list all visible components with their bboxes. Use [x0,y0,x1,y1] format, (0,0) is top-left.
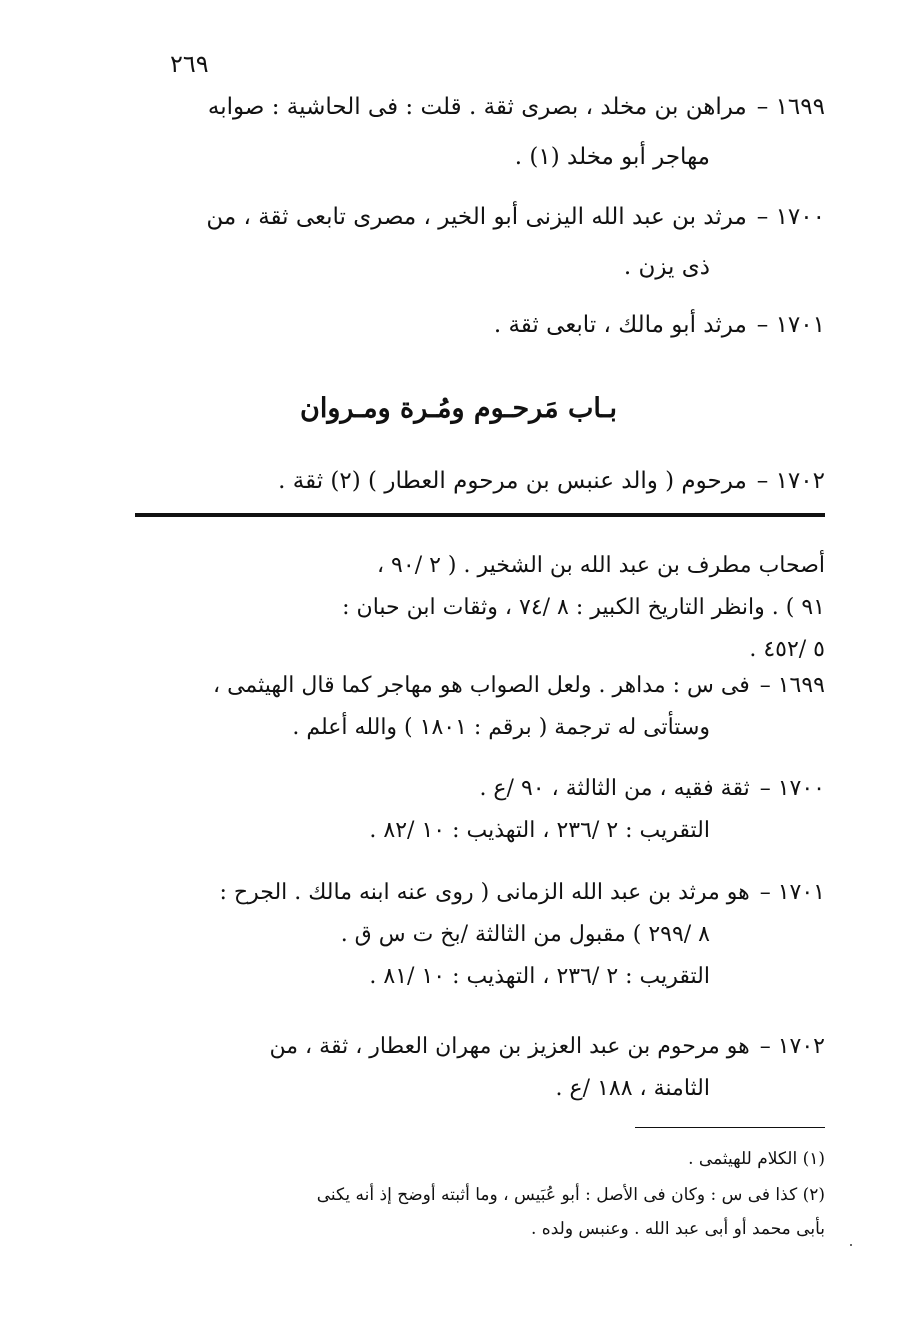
entry-text-cont: ذى يزن . [623,254,710,280]
chapter-heading: بـاب مَرحـوم ومُـرة ومـروان [299,393,618,424]
note-line: ٩١ ) . وانظر التاريخ الكبير : ٨ /٧٤ ، وثقات ابن حبان : [342,595,825,620]
note-text-cont: التقريب : ٢ /٢٣٦ ، التهذيب : ١٠ /٨١ . [369,964,710,989]
note-text-cont: الثامنة ، ١٨٨ /ع . [555,1076,710,1101]
note-number: ١٦٩٩ – [759,673,825,698]
note-number: ١٧٠٢ – [759,1034,825,1059]
note-carryover [135,545,825,671]
entry-text: مرحوم ( والد عنبس بن مرحوم العطار ) (٢) ثقة . [278,468,747,494]
entry-1701 [135,300,825,350]
note-1702 [135,1026,825,1110]
note-text-cont: التقريب : ٢ /٢٣٦ ، التهذيب : ١٠ /٨٢ . [369,818,710,843]
note-text: هو مرحوم بن عبد العزيز بن مهران العطار ، ثقة ، من [269,1034,750,1059]
footnote-line: (٢) كذا فى س : وكان فى الأصل : أبو عُبَيس ، وما أثبته أوضح إذ أنه يكنى [316,1185,825,1205]
note-line: أصحاب مطرف بن عبد الله بن الشخير . ( ٢ /٩٠ ، [376,553,825,578]
note-1701 [135,872,825,998]
note-number: ١٧٠١ – [759,880,825,905]
entry-number: ١٦٩٩ – [756,94,825,120]
entry-number: ١٧٠٠ – [756,204,825,230]
footnote-line: بأبى محمد أو أبى عبد الله . وعنبس ولده . [531,1219,825,1239]
entry-text: مراهن بن مخلد ، بصرى ثقة . قلت : فى الحاشية : صوابه [207,94,747,120]
note-text-cont: ٨ /٢٩٩ ) مقبول من الثالثة /بخ ت س ق . [340,922,710,947]
note-text: ثقة فقيه ، من الثالثة ، ٩٠ /ع . [479,776,750,801]
note-text: هو مرثد بن عبد الله الزمانى ( روى عنه ابنه مالك . الجرح : [219,880,750,905]
entry-1700 [135,192,825,292]
entry-number: ١٧٠١ – [756,312,825,338]
entry-text-cont: مهاجر أبو مخلد (١) . [514,144,710,170]
note-line: ٥ /٤٥٢ . [749,637,825,662]
page-number: ٢٦٩ [170,50,209,78]
entry-number: ١٧٠٢ – [756,468,825,494]
note-text: فى س : مداهر . ولعل الصواب هو مهاجر كما قال الهيثمى ، [213,673,750,698]
entry-1699 [135,82,825,182]
footnote-2 [135,1178,825,1246]
footnote-separator [635,1127,825,1128]
entry-1702 [135,456,825,506]
entry-text: مرثد بن عبد الله اليزنى أبو الخير ، مصرى تابعى ثقة ، من [206,204,747,230]
footnote-1: (١) الكلام للهيثمى . [688,1149,825,1169]
note-number: ١٧٠٠ – [759,776,825,801]
note-1699 [135,665,825,749]
note-1700 [135,768,825,852]
section-divider [135,513,825,517]
note-text-cont: وستأتى له ترجمة ( برقم : ١٨٠١ ) والله أعلم . [292,715,710,740]
scan-speck [850,1244,852,1246]
entry-text: مرثد أبو مالك ، تابعى ثقة . [493,312,747,338]
